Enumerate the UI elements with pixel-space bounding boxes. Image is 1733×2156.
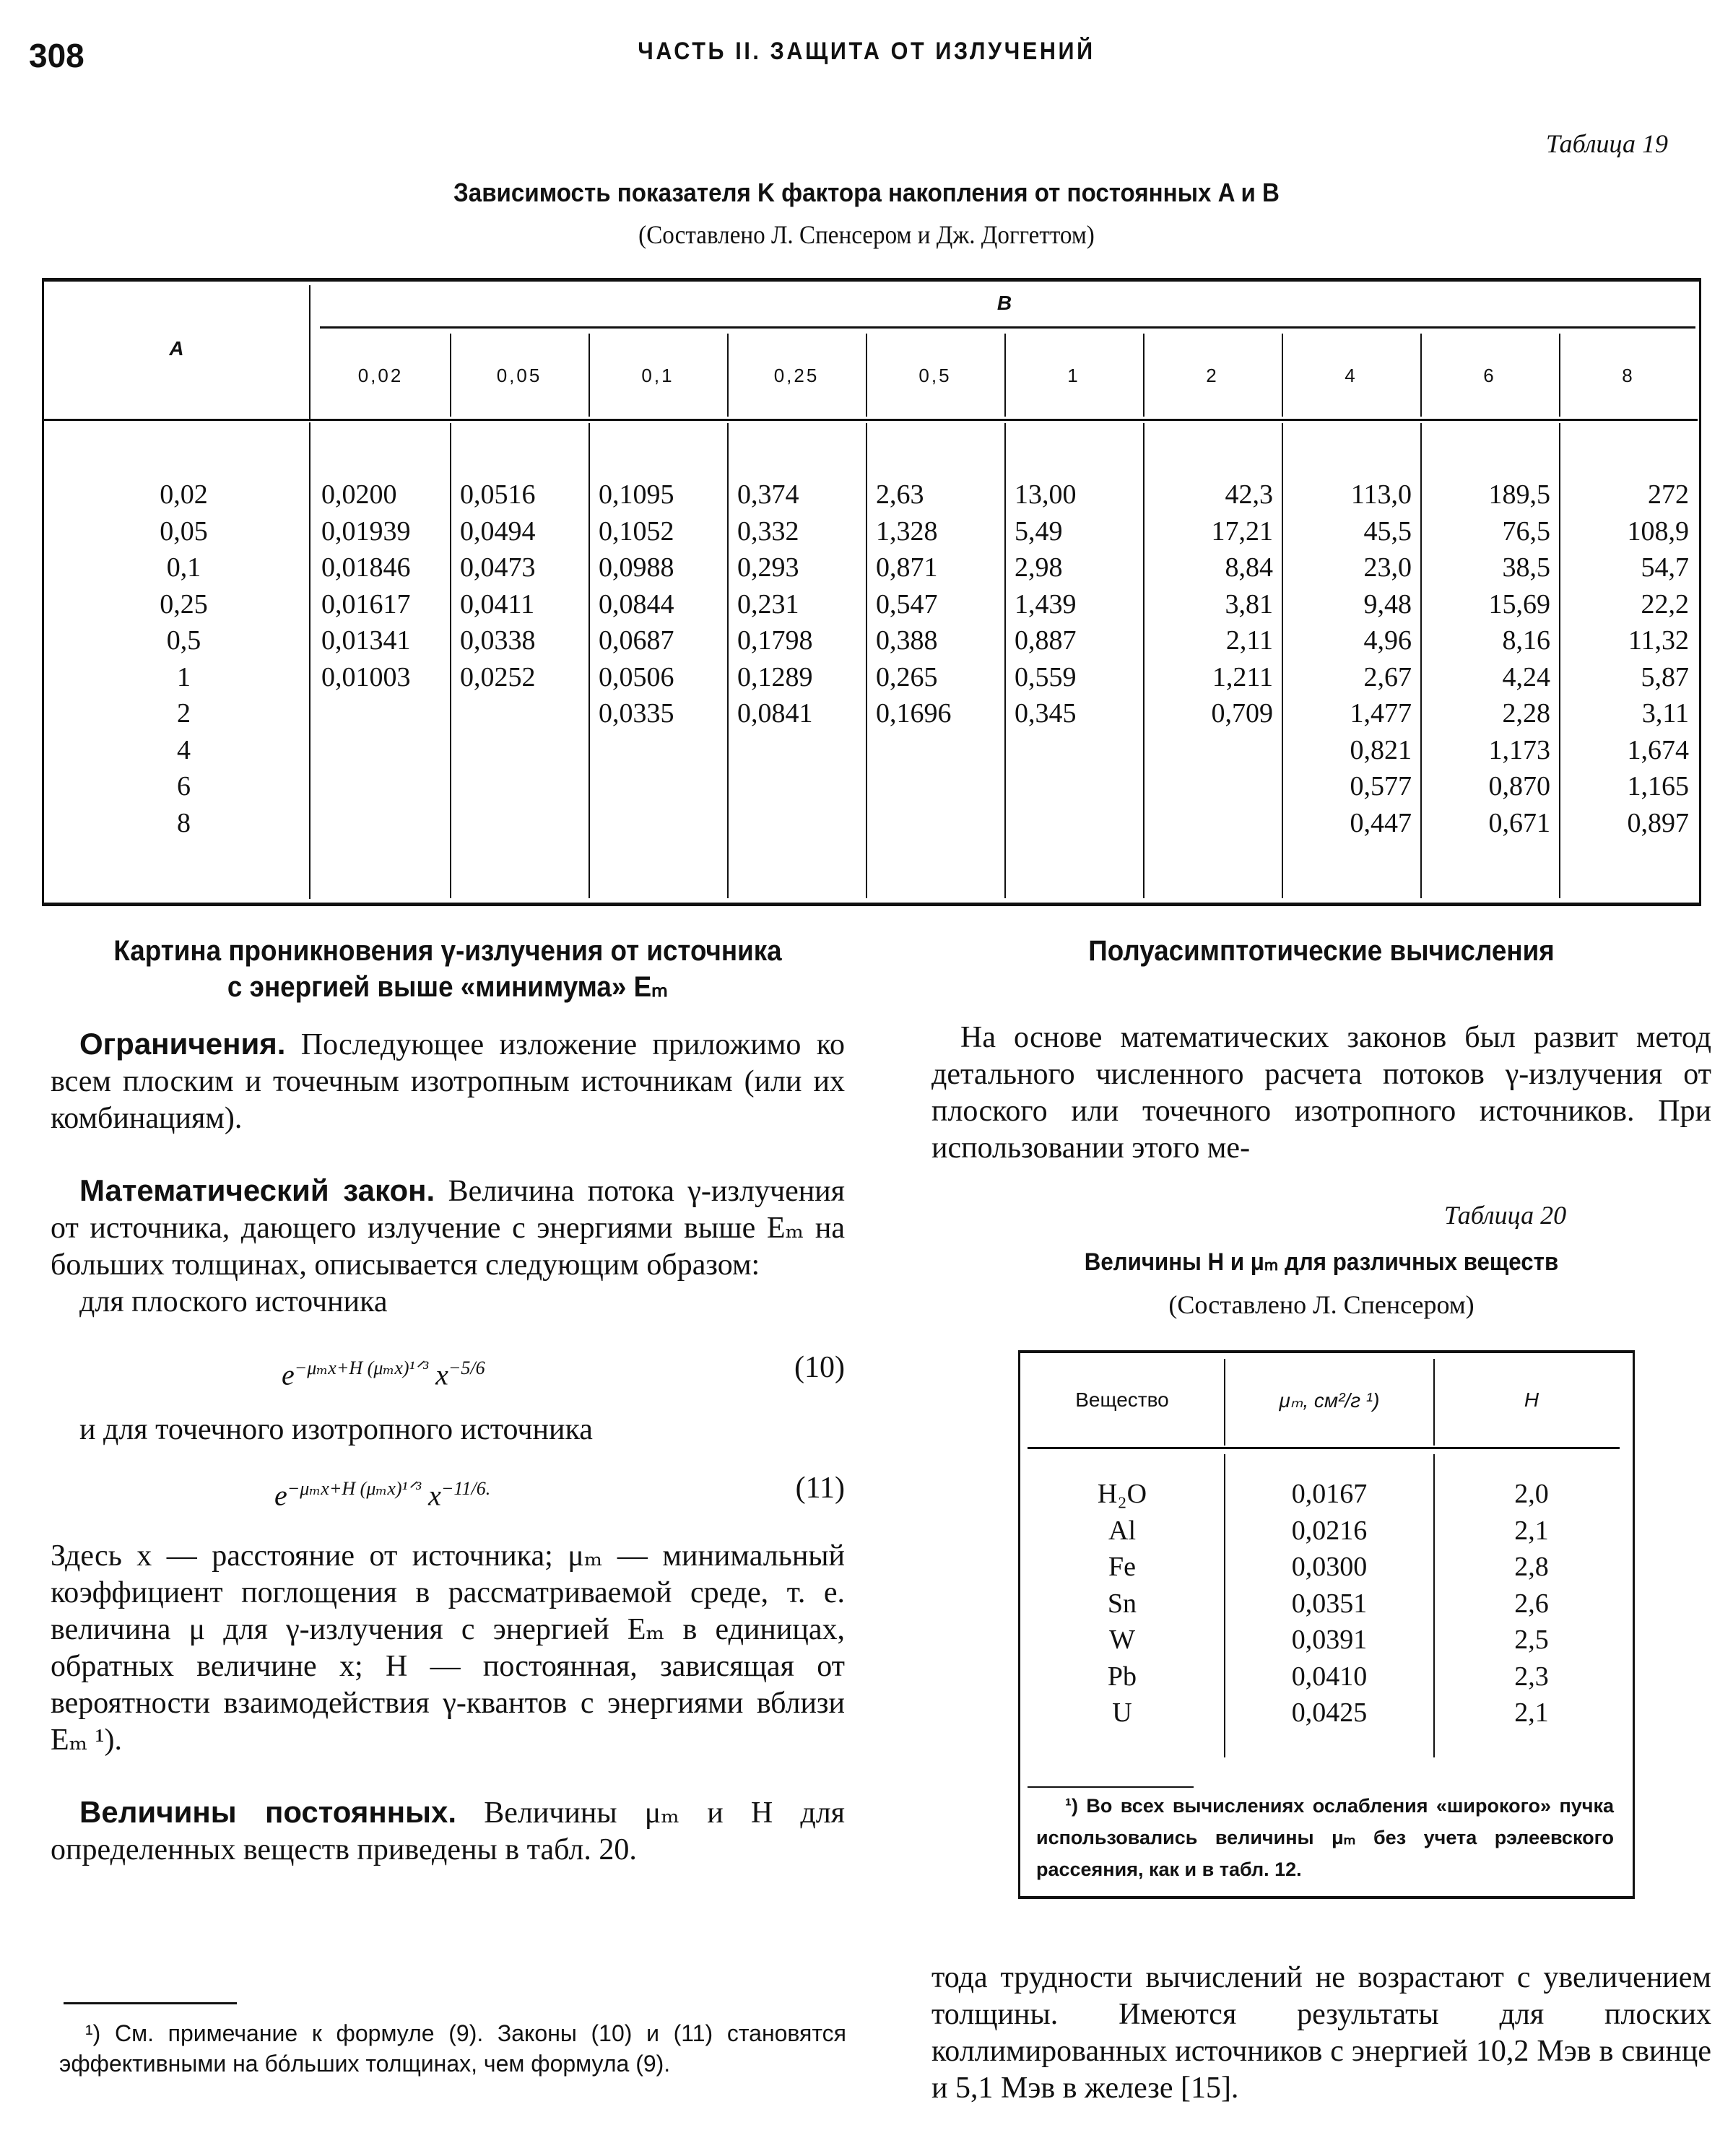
table20-cell: 0,0351: [1291, 1588, 1368, 1619]
table19-cell: [1153, 768, 1277, 805]
table19-cell: 0,1095: [599, 479, 674, 510]
table19-row-label: 2: [177, 698, 191, 729]
table19-row-label: 0,02: [160, 479, 208, 510]
divider: [1028, 1447, 1620, 1449]
table19-cell: 2,63: [876, 479, 924, 510]
table19-cell: [321, 695, 446, 732]
table19-cell: 0,0411: [460, 588, 535, 620]
f: −μₘx+H (μₘx)¹ᐟ³: [294, 1357, 429, 1378]
table19-column: [1292, 477, 1416, 841]
table19-cell: 1,173: [1488, 734, 1550, 765]
table19-cell: [460, 732, 584, 769]
table19-cell: 0,0494: [460, 516, 536, 547]
f: −5/6: [448, 1357, 485, 1378]
table19-cell: 0,1289: [737, 661, 813, 692]
table20-cell: 2,5: [1514, 1625, 1549, 1655]
table19-cell: 0,1696: [876, 698, 952, 729]
table19-cell: 4,24: [1502, 661, 1550, 692]
table20-title: Величины H и μₘ для различных веществ: [1084, 1248, 1559, 1276]
table19-cell: 1,165: [1627, 771, 1689, 801]
table19-cell: 3,11: [1641, 698, 1689, 729]
table19-cell: 0,0338: [460, 625, 536, 656]
table19-cell: 42,3: [1225, 479, 1273, 510]
table19-cell: 0,388: [876, 625, 938, 656]
equation-number-10: (10): [794, 1351, 845, 1384]
table19-title: Зависимость показателя K фактора накопления от постоянных A и B: [453, 178, 1280, 207]
table19-cell: 0,0335: [599, 698, 674, 729]
table19-cell: 0,0841: [737, 698, 813, 729]
table19-column: [1015, 477, 1139, 841]
table20-col-mu: μₘ, см²/г ¹): [1279, 1388, 1380, 1412]
table19-cell: 0,871: [876, 552, 938, 583]
table20-cell: 2,1: [1514, 1698, 1549, 1728]
table19-row-label: 1: [177, 661, 191, 692]
table19-cell: [599, 768, 723, 805]
table20-subtitle: (Составлено Л. Спенсером): [1168, 1290, 1474, 1319]
runin-limitations: Ограничения.: [79, 1027, 286, 1061]
equation-number-11: (11): [795, 1472, 845, 1505]
table19-cell: 0,821: [1350, 734, 1412, 765]
table20-col-h: H: [1524, 1388, 1539, 1411]
table20-cell: W: [1109, 1625, 1135, 1655]
f: −11/6.: [440, 1478, 491, 1499]
table19-cell: 0,265: [876, 661, 938, 692]
table19-cell: 0,709: [1211, 698, 1273, 729]
table20-cell: H₂O: [1097, 1479, 1147, 1509]
table19-cell: 9,48: [1363, 588, 1412, 620]
table19-cell: 272: [1648, 479, 1689, 510]
table19-col-header: 1: [1067, 364, 1080, 386]
table20-cell: Al: [1108, 1515, 1136, 1546]
point-source-label: и для точечного изотропного источника: [79, 1413, 593, 1446]
table19-col-header: 0,05: [496, 364, 542, 386]
table19-col-header: 0,1: [641, 364, 674, 386]
table20-substances: [1020, 1476, 1224, 1731]
table20-h-values: [1435, 1476, 1628, 1731]
table19-cell: 189,5: [1488, 479, 1550, 510]
page-number: 308: [29, 37, 84, 74]
runin-constants: Величины постоянных.: [79, 1795, 457, 1829]
table19-cell: 0,0252: [460, 661, 536, 692]
f: e: [274, 1479, 287, 1512]
running-title: ЧАСТЬ II. ЗАЩИТА ОТ ИЗЛУЧЕНИЙ: [638, 38, 1095, 65]
table20-cell: 0,0167: [1291, 1479, 1368, 1509]
table19-cell: 2,98: [1015, 552, 1063, 583]
table19-cell: 8,84: [1225, 552, 1273, 583]
text: Величины μₘ и H для определенных веществ приведены в табл. 20.: [51, 1796, 845, 1866]
table19-cell: 0,0473: [460, 552, 536, 583]
table19-cell: 11,32: [1628, 625, 1689, 656]
left-column: [51, 933, 845, 1869]
table19-cell: [737, 768, 861, 805]
table20-cell: 0,0391: [1291, 1625, 1368, 1655]
table19-cell: 0,577: [1350, 771, 1412, 801]
divider: [44, 419, 1698, 421]
divider: [588, 423, 590, 898]
table19-row-label: 0,5: [166, 625, 201, 656]
footnote-rule: [1028, 1786, 1194, 1788]
table19-cell: [321, 768, 446, 805]
divider: [866, 423, 867, 898]
table19-row-label: 6: [177, 771, 191, 801]
f: −μₘx+H (μₘx)¹ᐟ³: [287, 1478, 422, 1499]
table19-cell: [1015, 768, 1139, 805]
table19-cell: 76,5: [1502, 516, 1550, 547]
table19-cell: [737, 805, 861, 842]
table19-cell: 3,81: [1225, 588, 1273, 620]
table19-row-label: 4: [177, 734, 191, 765]
left-section-heading: Картина проникновения γ-излучения от источника с энергией выше «минимума» Eₘ: [113, 935, 782, 1003]
table19-cell: 2,67: [1363, 661, 1412, 692]
table19-cell: 0,0844: [599, 588, 674, 620]
table19-cell: 0,293: [737, 552, 799, 583]
table19-cell: 0,231: [737, 588, 799, 620]
table19-cell: 4,96: [1363, 625, 1412, 656]
paragraph-semiasymptotic: На основе математических законов был развит метод детального численного расчета потоков γ-излучения от плоского или точечного изотропного источников. При использовании этого ме-: [931, 1021, 1711, 1165]
table19-column: [876, 477, 1000, 841]
table19-row-label: 0,25: [160, 588, 208, 620]
table20-cell: U: [1112, 1698, 1132, 1728]
table19-row-header: A: [169, 336, 184, 360]
table19-cell: 15,69: [1488, 588, 1550, 620]
table19-col-header: 4: [1345, 364, 1358, 386]
table19-cell: [876, 732, 1000, 769]
table19-col-header: 6: [1483, 364, 1496, 386]
table19-cell: 54,7: [1641, 552, 1689, 583]
table19-cell: 0,870: [1488, 771, 1550, 801]
right-section-heading: Полуасимптотические вычисления: [1088, 935, 1555, 967]
table19-cell: 0,0516: [460, 479, 536, 510]
right-column-continued: [931, 1960, 1711, 2107]
formula-10-expr: [282, 1349, 485, 1393]
table20-cell: 0,0300: [1291, 1552, 1368, 1582]
table19-cell: 0,887: [1015, 625, 1077, 656]
divider: [450, 423, 451, 898]
table20-col-substance: Вещество: [1075, 1388, 1169, 1411]
table19-cell: [321, 805, 446, 842]
table19-cell: 0,0200: [321, 479, 397, 510]
table20-cell: 2,1: [1514, 1515, 1549, 1546]
table19-cell: [599, 805, 723, 842]
text: Последующее изложение приложимо ко всем плоским и точечным изотропным источникам (или их комбинациям).: [51, 1028, 845, 1135]
table19-cell: [460, 695, 584, 732]
paragraph-limitations: [51, 1025, 845, 1137]
table19-cell: 23,0: [1363, 552, 1412, 583]
table19-cell: 0,1798: [737, 625, 813, 656]
table19-column: [1430, 477, 1555, 841]
table19-col-header: 0,5: [918, 364, 952, 386]
table19-row-labels: [44, 477, 309, 841]
table19-column: [1569, 477, 1693, 841]
table20-cell: 2,6: [1514, 1588, 1549, 1619]
divider: [309, 422, 310, 899]
table19-cell: [1015, 805, 1139, 842]
table19-cell: 0,897: [1627, 807, 1689, 838]
text: Величина потока γ-излучения от источника, дающего излучение с энергиями выше Eₘ на больших толщинах, описывается следующим образом:: [51, 1175, 845, 1282]
table19-cell: 2,11: [1225, 625, 1273, 656]
table19-col-header: 2: [1206, 364, 1219, 386]
table19-cell: 22,2: [1641, 588, 1689, 620]
table19-cell: 0,671: [1488, 807, 1550, 838]
table19-column: [599, 477, 723, 841]
table20-cell: 0,0425: [1291, 1698, 1368, 1728]
f: x: [428, 1479, 441, 1512]
table19-cell: 2,28: [1502, 698, 1550, 729]
table19-cell: 0,559: [1015, 661, 1077, 692]
table19-col-group-header: B: [996, 292, 1012, 314]
table20-cell: 0,0216: [1291, 1515, 1368, 1546]
table19-cell: [876, 805, 1000, 842]
table20-cell: Sn: [1107, 1588, 1137, 1619]
table19-cell: 0,0506: [599, 661, 674, 692]
table19-row-label: 8: [177, 807, 191, 838]
table19-column: [1153, 477, 1277, 841]
table19-subtitle: (Составлено Л. Спенсером и Дж. Доггеттом): [638, 220, 1095, 249]
table19-cell: 0,01003: [321, 661, 411, 692]
formula-11: [51, 1448, 845, 1528]
table20-cell: 2,3: [1514, 1661, 1549, 1692]
table19-cell: 0,0988: [599, 552, 674, 583]
table19-cell: [1015, 732, 1139, 769]
table19-cell: 108,9: [1627, 516, 1689, 547]
table20-cell: Pb: [1107, 1661, 1137, 1692]
table19-cell: 0,01341: [321, 625, 411, 656]
table20-footnote: ¹) Во всех вычислениях ослабления «широкого» пучка использовались величины μₘ без учета рэлеевского рассеяния, как и в табл. 12.: [1036, 1795, 1614, 1880]
table19: [42, 278, 1701, 906]
runin-math-law: Математический закон.: [79, 1173, 435, 1207]
formula-11-expr: [274, 1470, 490, 1513]
table19-cell: 0,345: [1015, 698, 1077, 729]
table19-cell: 1,674: [1627, 734, 1689, 765]
table19-cell: 0,01939: [321, 516, 411, 547]
table19-cell: 5,49: [1015, 516, 1063, 547]
table19-cell: 0,01617: [321, 588, 411, 620]
table19-cell: 5,87: [1641, 661, 1689, 692]
f: e: [282, 1358, 295, 1391]
right-column: [931, 933, 1711, 1167]
table19-cell: 0,374: [737, 479, 799, 510]
divider: [1282, 423, 1283, 898]
table19-cell: 0,1052: [599, 516, 674, 547]
table19-label: Таблица 19: [1545, 129, 1668, 158]
table19-cell: 17,21: [1211, 516, 1273, 547]
plane-source-label: для плоского источника: [79, 1285, 388, 1318]
divider: [1420, 423, 1422, 898]
table19-cell: 1,439: [1015, 588, 1077, 620]
divider: [309, 285, 310, 419]
table19-cell: 0,0687: [599, 625, 674, 656]
table19-cell: [737, 732, 861, 769]
divider: [1004, 423, 1006, 898]
table19-col-header: 8: [1622, 364, 1635, 386]
table19-row-label: 0,1: [166, 552, 201, 583]
table19-cell: 45,5: [1363, 516, 1412, 547]
table20-label: Таблица 20: [1444, 1201, 1567, 1230]
divider: [1143, 423, 1145, 898]
table19-cell: 38,5: [1502, 552, 1550, 583]
table19-cell: 1,211: [1212, 661, 1273, 692]
formula-10: [51, 1321, 845, 1407]
divider: [1559, 423, 1560, 898]
table19-cell: [876, 768, 1000, 805]
table19-cell: 1,477: [1350, 698, 1412, 729]
paragraph-math-law: [51, 1172, 845, 1284]
table19-col-header: 0,02: [357, 364, 404, 386]
table20: [1018, 1350, 1635, 1899]
table20-cell: Fe: [1108, 1552, 1136, 1582]
paragraph-semiasymptotic-cont: тода трудности вычислений не возрастают с увеличением толщины. Имеются результаты для плоских коллимированных источников с энергией 10,2 Мэв в свинце и 5,1 Мэв в железе [15].: [931, 1961, 1711, 2105]
table19-cell: 1,328: [876, 516, 938, 547]
divider: [320, 326, 1695, 329]
paragraph-definitions: Здесь x — расстояние от источника; μₘ — минимальный коэффициент поглощения в рассматриваемой среде, т. е. величина μ для γ-излучения с энергией Eₘ в единицах, обратных величине x; H — постоянная, зависящая от вероятности взаимодействия γ-квантов с энергиями вблизи Eₘ ¹).: [51, 1539, 845, 1757]
table19-cell: 13,00: [1015, 479, 1077, 510]
table19-cell: [1153, 805, 1277, 842]
table19-cell: [460, 805, 584, 842]
table19-column: [737, 477, 861, 841]
table19-cell: [321, 732, 446, 769]
table19-cell: 0,547: [876, 588, 938, 620]
table19-cell: 113,0: [1350, 479, 1412, 510]
table19-cell: 0,332: [737, 516, 799, 547]
table19-column: [321, 477, 446, 841]
table19-cell: [599, 732, 723, 769]
table20-cell: 2,8: [1514, 1552, 1549, 1582]
table19-cell: 0,01846: [321, 552, 411, 583]
table19-cell: [1153, 732, 1277, 769]
table19-cell: 0,447: [1350, 807, 1412, 838]
divider: [727, 423, 729, 898]
paragraph-constants: [51, 1794, 845, 1869]
table20-cell: 0,0410: [1291, 1661, 1368, 1692]
table20-cell: 2,0: [1514, 1479, 1549, 1509]
table19-col-header: 0,25: [773, 364, 820, 386]
footnote-left: ¹) См. примечание к формуле (9). Законы (10) и (11) становятся эффективными на бо́льших толщинах, чем формула (9).: [59, 2020, 846, 2077]
table19-column: [460, 477, 584, 841]
f: x: [435, 1358, 448, 1391]
table19-cell: 8,16: [1502, 625, 1550, 656]
table20-mu-values: [1225, 1476, 1433, 1731]
footnote-rule: [64, 2002, 237, 2004]
table19-cell: [460, 768, 584, 805]
table19-row-label: 0,05: [160, 516, 208, 547]
